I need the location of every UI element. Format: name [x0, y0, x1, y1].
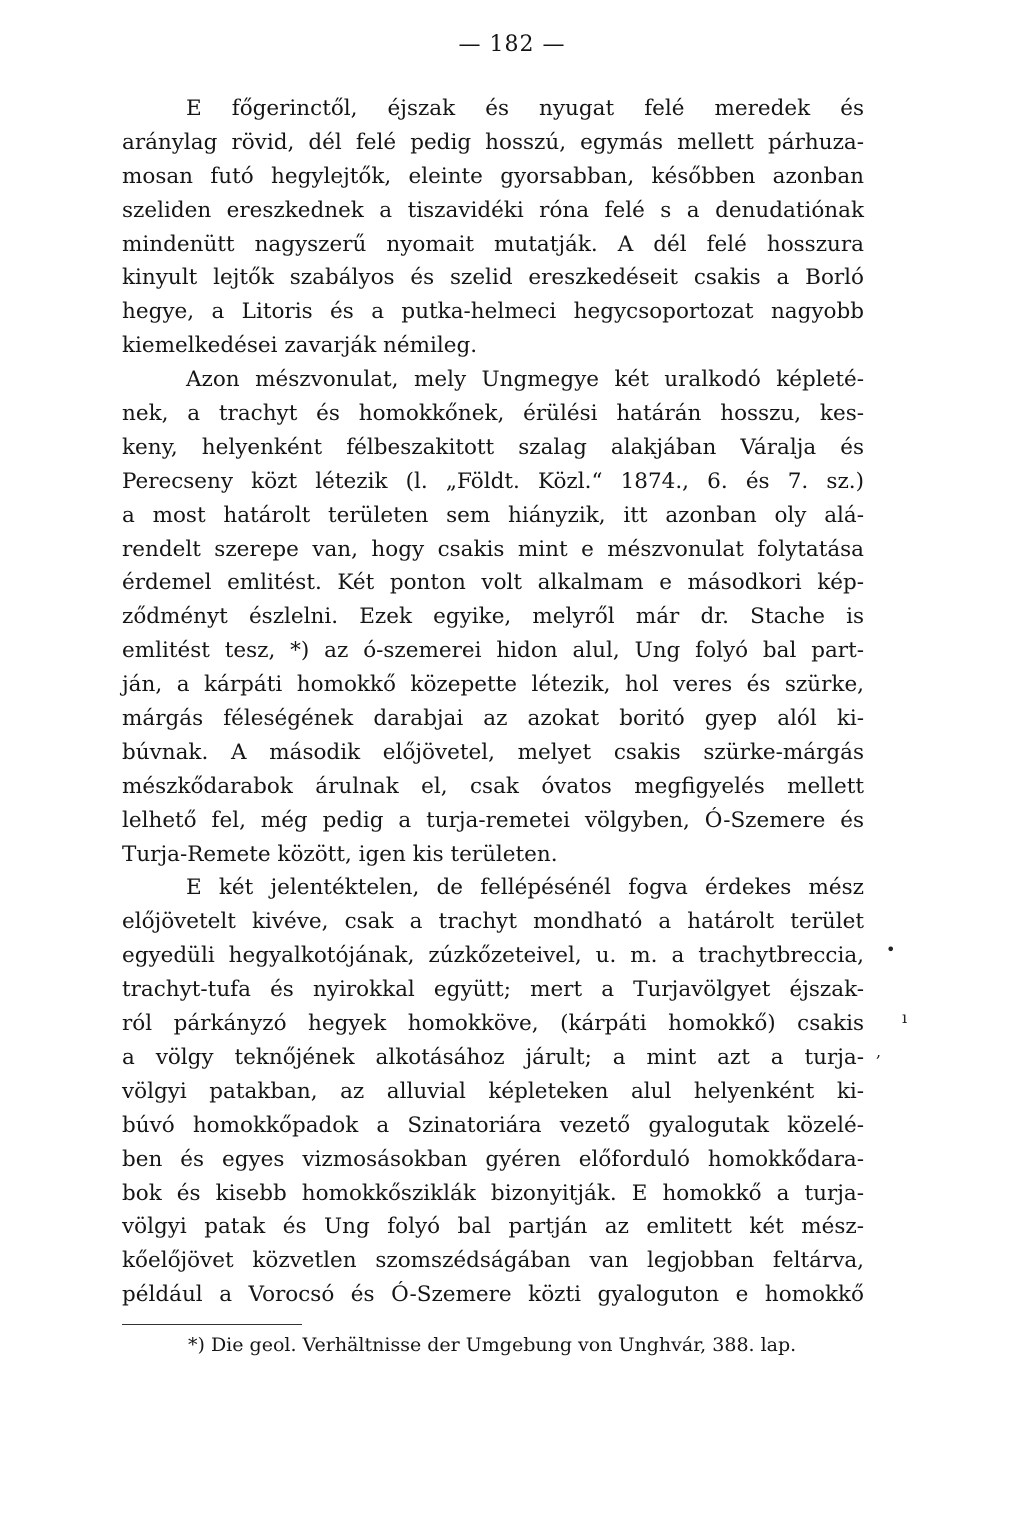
text-line: búvnak. A második előjövetel, melyet csakis szürke-márgás	[122, 739, 864, 765]
text-line: kőelőjövet közvetlen szomszédságában van legjobban feltárva,	[122, 1248, 864, 1274]
text-line: kinyult lejtők szabályos és szelid ereszkedéseit csakis a Borló	[122, 265, 864, 291]
text-line: a most határolt területen sem hiányzik, itt azonban oly alá-	[122, 502, 864, 528]
text-line: például a Vorocsó és Ó-Szemere közti gyaloguton e homokkő	[122, 1282, 864, 1308]
text-line: hegye, a Litoris és a putka-helmeci hegycsoportozat nagyobb	[122, 299, 864, 325]
text-line: keny, helyenként félbeszakitott szalag alakjában Váralja és	[122, 434, 864, 460]
margin-mark: ,	[876, 1042, 882, 1061]
text-line: emlitést tesz, *) az ó-szemerei hidon alul, Ung folyó bal part-	[122, 638, 864, 664]
text-line: előjövetelt kivéve, csak a trachyt mondható a határolt terület	[122, 909, 864, 935]
text-line: a völgy teknőjének alkotásához járult; a mint azt a turja-	[122, 1044, 864, 1070]
body-text	[122, 92, 864, 1312]
text-line: trachyt-tufa és nyirokkal együtt; mert a Turjavölgyet éjszak-	[122, 977, 864, 1003]
footnote-rule	[122, 1324, 302, 1325]
text-line: szeliden ereszkednek a tiszavidéki róna felé s a denudatiónak	[122, 197, 864, 223]
text-line: E két jelentéktelen, de fellépésénél fogva érdekes mész	[186, 875, 864, 901]
text-line: Turja-Remete között, igen kis területen.	[122, 841, 558, 867]
text-line: nek, a trachyt és homokkőnek, érülési határán hosszu, kes-	[122, 401, 864, 427]
text-line: búvó homokkőpadok a Szinatoriára vezető gyalogutak közelé-	[122, 1112, 864, 1138]
margin-mark: ı	[902, 1008, 908, 1027]
text-line: márgás féleségének darabjai az azokat boritó gyep alól ki-	[122, 706, 864, 732]
footnote: *) Die geol. Verhältnisse der Umgebung von Unghvár, 388. lap.	[188, 1334, 797, 1357]
text-line: bok és kisebb homokkősziklák bizonyitják. E homokkő a turja-	[122, 1180, 864, 1206]
text-line: ződményt észlelni. Ezek egyike, melyről már dr. Stache is	[122, 604, 864, 630]
text-line: Perecseny közt létezik (l. „Földt. Közl.“ 1874., 6. és 7. sz.)	[122, 468, 864, 494]
text-line: ben és egyes vizmosásokban gyéren előforduló homokkődara-	[122, 1146, 864, 1172]
text-line: völgyi patak és Ung folyó bal partján az emlitett két mész-	[122, 1214, 864, 1240]
text-line: mészkődarabok árulnak el, csak óvatos megfigyelés mellett	[122, 773, 864, 799]
text-line: aránylag rövid, dél felé pedig hosszú, egymás mellett párhuza-	[122, 129, 864, 155]
margin-mark: •	[886, 940, 896, 959]
text-line: völgyi patakban, az alluvial képleteken alul helyenként ki-	[122, 1078, 864, 1104]
text-line: érdemel emlitést. Két ponton volt alkalmam e másodkori kép-	[122, 570, 864, 596]
text-line: ról párkányzó hegyek homokköve, (kárpáti homokkő) csakis	[122, 1011, 864, 1037]
text-line: kiemelkedései zavarják némileg.	[122, 333, 478, 359]
text-line: mindenütt nagyszerű nyomait mutatják. A dél felé hosszura	[122, 231, 864, 257]
text-line: rendelt szerepe van, hogy csakis mint e mészvonulat folytatása	[122, 536, 864, 562]
text-line: E főgerinctől, éjszak és nyugat felé meredek és	[186, 96, 864, 121]
text-line: mosan futó hegylejtők, eleinte gyorsabban, későbben azonban	[122, 163, 864, 189]
text-line: Azon mészvonulat, mely Ungmegye két uralkodó képleté-	[186, 367, 864, 393]
text-line: ján, a kárpáti homokkő közepette létezik, hol veres és szürke,	[122, 672, 864, 698]
text-line: egyedüli hegyalkotójának, zúzkőzeteivel, u. m. a trachytbreccia,	[122, 943, 864, 969]
page-number: — 182 —	[458, 32, 566, 57]
text-line: lelhető fel, még pedig a turja-remetei völgyben, Ó-Szemere és	[122, 807, 864, 833]
